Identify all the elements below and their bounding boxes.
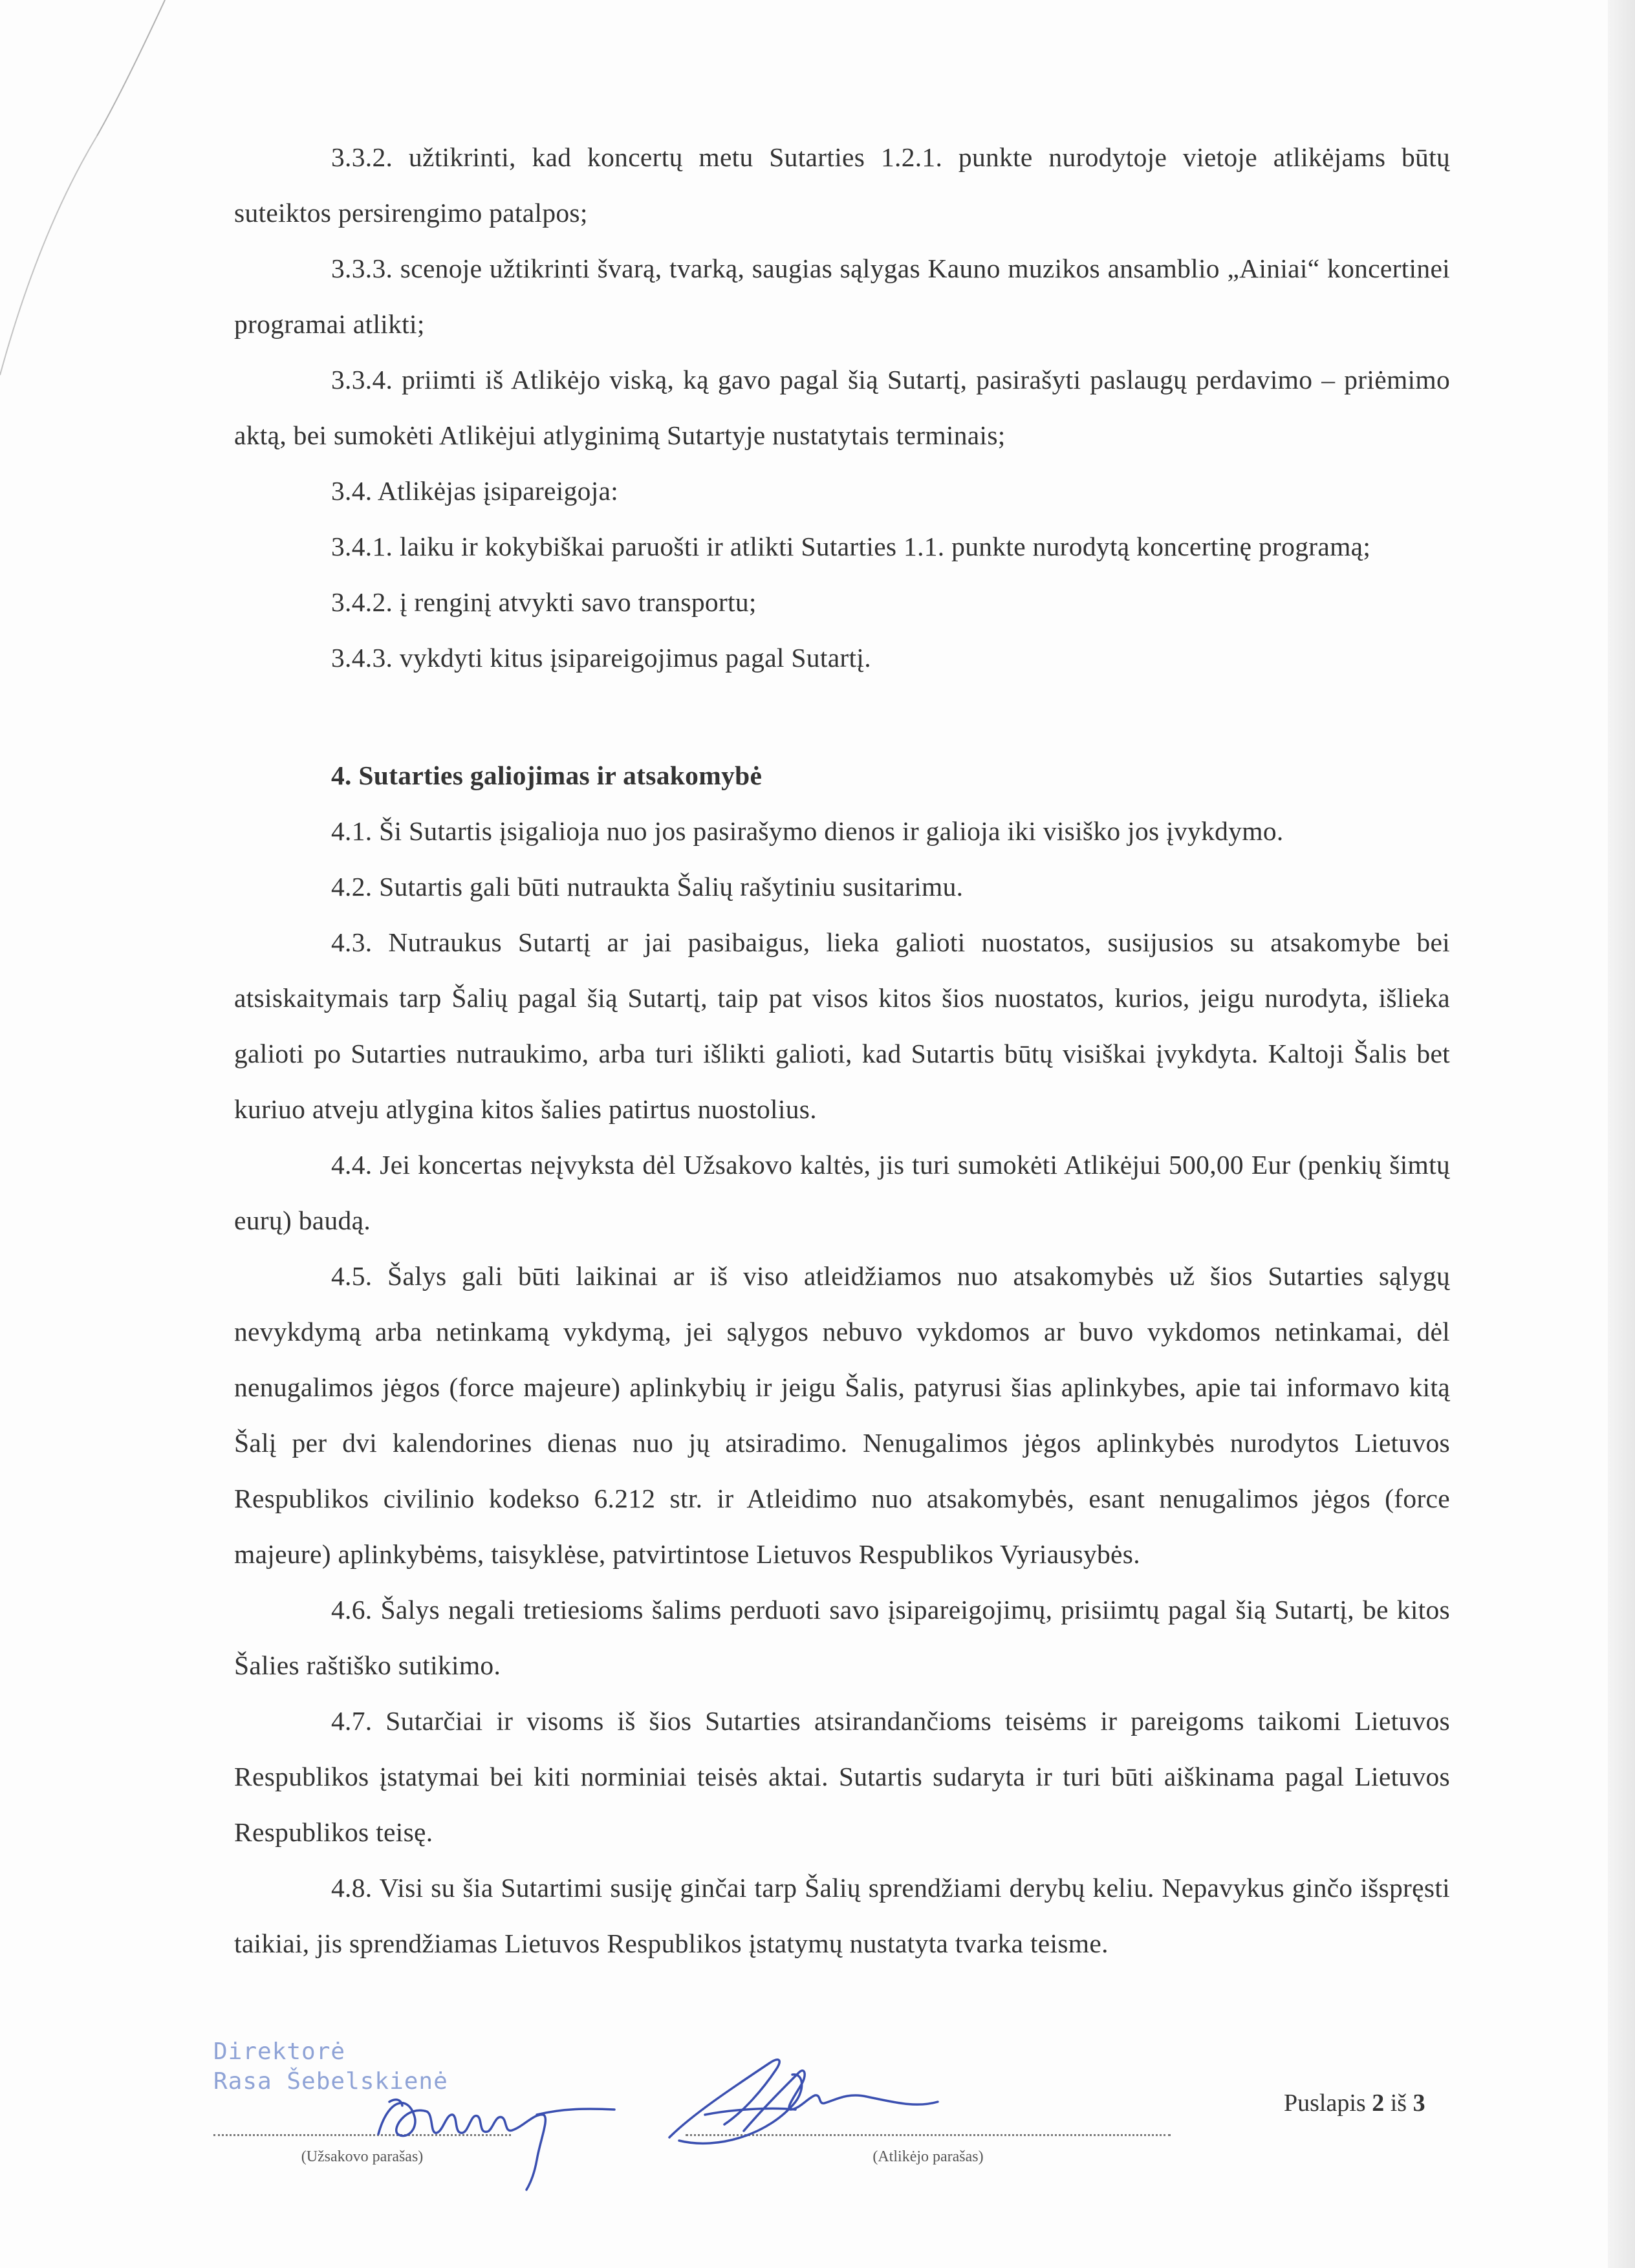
clause-paragraph: 3.4. Atlikėjas įsipareigoja: [331,476,619,506]
page-number [1284,2089,1425,2117]
stamp-name: Rasa Šebelskienė [213,2068,448,2095]
signatures-drawing [213,2037,1184,2192]
clause-paragraph: 3.3.4. priimti iš Atlikėjo viską, ką gavo pagal šią Sutartį, pasirašyti paslaugų perdavimo – priėmimo aktą, bei sumokėti Atlikėjui atlyginimą Sutartyje nustatytais terminais; [234,365,1450,450]
section-heading: 4. Sutarties galiojimas ir atsakomybė [331,761,763,790]
clause-paragraph: 4.5. Šalys gali būti laikinai ar iš viso atleidžiamos nuo atsakomybės už šios Sutarties sąlygų nevykdymą arba netinkamą vykdymą, jei sąlygos nebuvo vykdomos ar buvo vykdomos netinkamai, dėl nenugalimos jėgos (force majeure) aplinkybių ir jeigu Šalis, patyrusi šias aplinkybes, apie tai informavo kitą Šalį per dvi kalendorines dienas nuo jų atsiradimo. Nenugalimos jėgos aplinkybės nurodytos Lietuvos Respublikos civilinio kodekso 6.212 str. ir Atleidimo nuo atsakomybės, esant nenugalimos jėgos (force majeure) aplinkybėms, taisyklėse, patvirtintose Lietuvos Respublikos Vyriausybės. [234,1261,1450,1569]
clause-paragraph: 3.4.2. į renginį atvykti savo transportu; [331,587,757,617]
clause-paragraph: 4.6. Šalys negali tretiesioms šalims perduoti savo įsipareigojimų, prisiimtų pagal šią Sutartį, be kitos Šalies raštiško sutikimo. [234,1595,1450,1680]
contract-body [234,129,1450,1971]
clause-paragraph: 3.3.3. scenoje užtikrinti švarą, tvarką, saugias sąlygas Kauno muzikos ansamblio „Ainiai“ koncertinei programai atlikti; [234,254,1450,339]
stamp-title: Direktorė [213,2038,346,2065]
clause-paragraph: 4.7. Sutarčiai ir visoms iš šios Sutarties atsirandančioms teisėms ir pareigoms taikomi Lietuvos Respublikos įstatymai bei kiti norminiai teisės aktai. Sutartis sudaryta ir turi būti aiškinama pagal Lietuvos Respublikos teisę. [234,1706,1450,1847]
clause-paragraph: 3.3.2. užtikrinti, kad koncertų metu Sutarties 1.2.1. punkte nurodytoje vietoje atlikėjams būtų suteiktos persirengimo patalpos; [234,142,1450,228]
clause-paragraph: 3.4.3. vykdyti kitus įsipareigojimus pagal Sutartį. [331,643,871,673]
section-gap [234,686,1450,748]
clause-paragraph: 4.1. Ši Sutartis įsigalioja nuo jos pasirašymo dienos ir galioja iki visiško jos įvykdymo. [331,816,1284,846]
page-current: 2 [1372,2090,1385,2117]
clause-paragraph: 4.2. Sutartis gali būti nutraukta Šalių rašytiniu susitarimu. [331,872,964,902]
customer-signature-caption: (Užsakovo parašas) [301,2148,424,2165]
performer-signature-caption: (Atlikėjo parašas) [872,2148,984,2165]
page-of: iš [1390,2090,1407,2117]
clause-paragraph: 4.8. Visi su šia Sutartimi susiję ginčai tarp Šalių sprendžiami derybų keliu. Nepavykus ginčo išspręsti taikiai, jis sprendžiamas Lietuvos Respublikos įstatymų nustatyta tvarka teisme. [234,1873,1450,1958]
clause-paragraph: 4.3. Nutraukus Sutartį ar jai pasibaigus, lieka galioti nuostatos, susijusios su atsakomybe bei atsiskaitymais tarp Šalių pagal šią Sutartį, taip pat visos kitos šios nuostatos, kurios, jeigu nurodyta, išlieka galioti po Sutarties nutraukimo, arba turi išlikti galioti, kad Sutartis būtų visiškai įvykdyta. Kaltoji Šalis bet kuriuo atveju atlygina kitos šalies patirtus nuostolius. [234,927,1450,1124]
customer-signature [378,2100,614,2190]
performer-signature [669,2060,938,2144]
signature-footer [213,2037,1442,2179]
page-label: Puslapis [1284,2090,1366,2117]
page-total: 3 [1413,2090,1425,2117]
clause-paragraph: 4.4. Jei koncertas neįvyksta dėl Užsakovo kaltės, jis turi sumokėti Atlikėjui 500,00 Eur (penkių šimtų eurų) baudą. [234,1150,1450,1235]
scan-edge [1608,0,1635,2268]
clause-paragraph: 3.4.1. laiku ir kokybiškai paruošti ir atlikti Sutarties 1.1. punkte nurodytą koncertinę programą; [331,532,1371,561]
